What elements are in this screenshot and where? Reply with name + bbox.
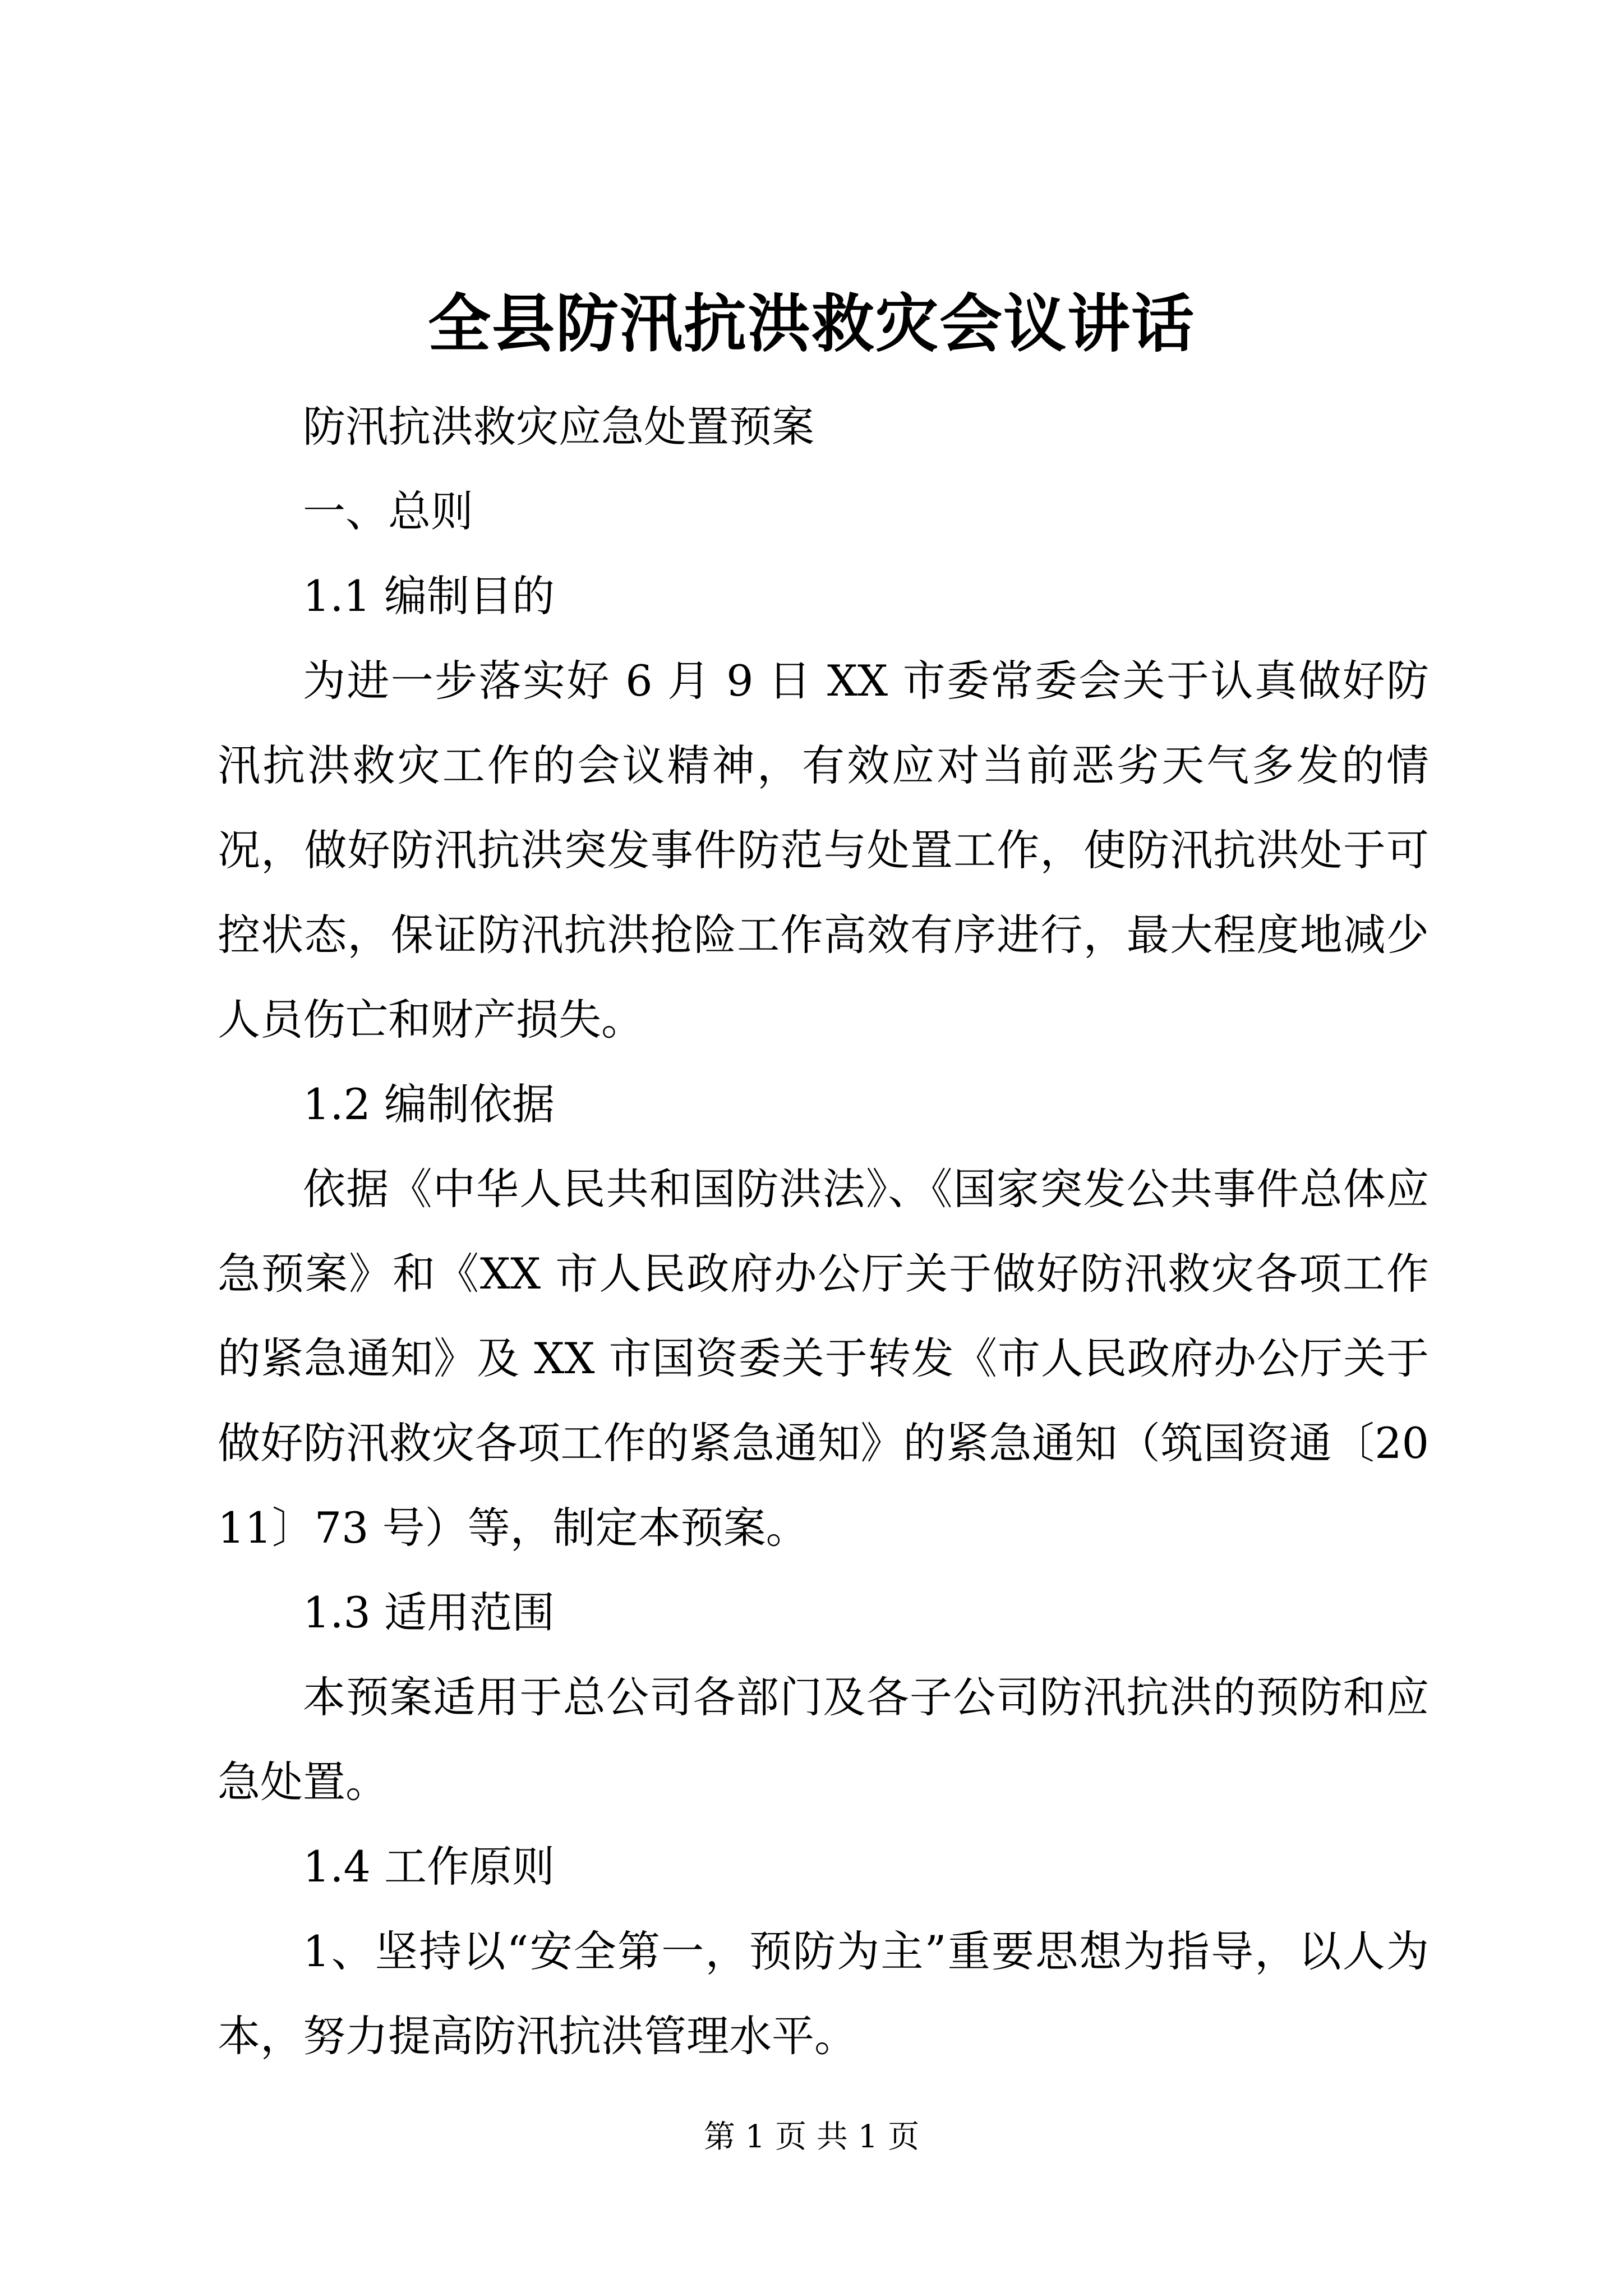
document-body xyxy=(218,384,1429,2078)
paragraph-scope: 本预案适用于总公司各部门及各子公司防汛抗洪的预防和应急处置。 xyxy=(218,1672,1429,1807)
paragraph-heading-1-1: 1.1 编制目的 xyxy=(303,571,555,621)
paragraph-heading-1-3: 1.3 适用范围 xyxy=(303,1588,555,1637)
paragraph-principle-1: 1、坚持以“安全第一，预防为主”重要思想为指导，以人为本，努力提高防汛抗洪管理水平。 xyxy=(218,1926,1429,2061)
paragraph-plan-title: 防汛抗洪救灾应急处置预案 xyxy=(303,402,814,452)
document-title: 全县防汛抗洪救灾会议讲话 xyxy=(428,287,1195,361)
paragraph-section-general: 一、总则 xyxy=(303,486,473,536)
paragraph-basis: 依据《中华人民共和国防洪法》、《国家突发公共事件总体应急预案》和《XX 市人民政府办公厅关于做好防汛救灾各项工作的紧急通知》及 XX 市国资委关于转发《市人民政府办公厅关于做好防汛救灾各项工作的紧急通知》的紧急通知（筑国资通〔2011〕73 号）等，制定本预案。 xyxy=(218,1164,1429,1553)
paragraph-heading-1-4: 1.4 工作原则 xyxy=(303,1842,555,1892)
paragraph-heading-1-2: 1.2 编制依据 xyxy=(303,1079,555,1129)
paragraph-purpose: 为进一步落实好 6 月 9 日 XX 市委常委会关于认真做好防汛抗洪救灾工作的会议精神，有效应对当前恶劣天气多发的情况，做好防汛抗洪突发事件防范与处置工作，使防汛抗洪处于可控状态，保证防汛抗洪抢险工作高效有序进行，最大程度地减少人员伤亡和财产损失。 xyxy=(218,656,1429,1045)
page-footer: 第 1 页 共 1 页 xyxy=(703,2119,920,2155)
